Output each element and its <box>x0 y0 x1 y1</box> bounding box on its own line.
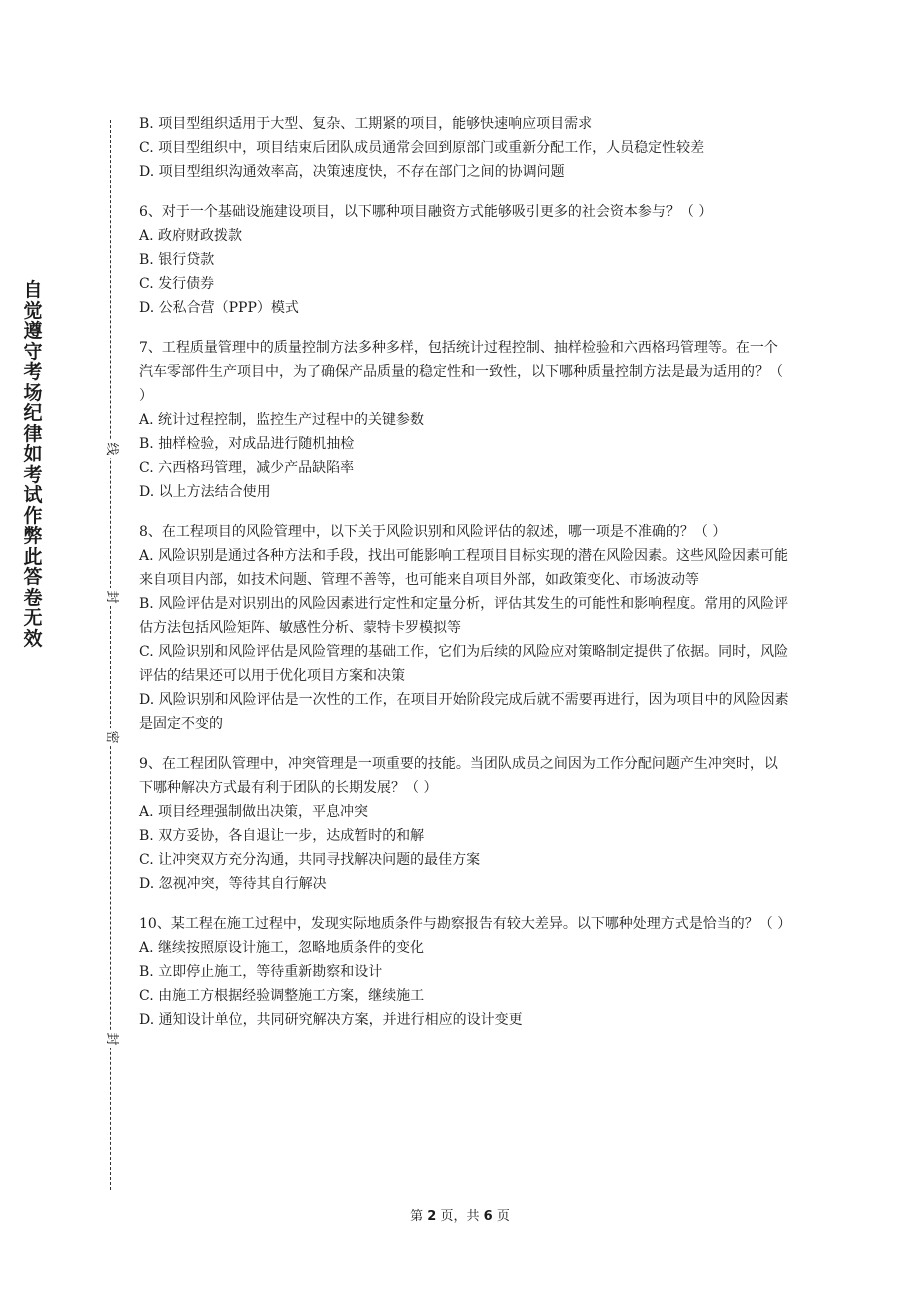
question-9 <box>139 752 789 896</box>
current-page-number: 2 <box>427 1209 437 1224</box>
option-a: A. 统计过程控制，监控生产过程中的关键参数 <box>139 412 425 428</box>
exam-discipline-warning: 自觉遵守考场纪律如考试作弊此答卷无效 <box>23 279 43 650</box>
continued-options <box>139 112 789 184</box>
binding-mark-xian: 线 <box>102 440 120 458</box>
binding-mark-feng-lower: 封 <box>102 1030 120 1048</box>
option-b: B. 抽样检验，对成品进行随机抽检 <box>139 436 355 452</box>
option-b: B. 项目型组织适用于大型、复杂、工期紧的项目，能够快速响应项目需求 <box>139 116 593 132</box>
option-b: B. 风险评估是对识别出的风险因素进行定性和定量分析，评估其发生的可能性和影响程度。常用的风险评估方法包括风险矩阵、敏感性分析、蒙特卡罗模拟等 <box>139 596 789 636</box>
question-6 <box>139 200 789 320</box>
option-d: D. 以上方法结合使用 <box>139 484 271 500</box>
question-stem: 10、某工程在施工过程中，发现实际地质条件与勘察报告有较大差异。以下哪种处理方式是恰当的？（ ） <box>139 916 792 932</box>
option-c: C. 让冲突双方充分沟通，共同寻找解决问题的最佳方案 <box>139 852 481 868</box>
option-c: C. 六西格玛管理，减少产品缺陷率 <box>139 460 355 476</box>
option-b: B. 双方妥协，各自退让一步，达成暂时的和解 <box>139 828 425 844</box>
question-stem: 6、对于一个基础设施建设项目，以下哪种项目融资方式能够吸引更多的社会资本参与？（ ） <box>139 204 713 220</box>
option-a: A. 政府财政拨款 <box>139 228 243 244</box>
page-footer <box>0 1205 920 1224</box>
footer-suffix: 页 <box>496 1209 510 1224</box>
option-c: C. 风险识别和风险评估是风险管理的基础工作，它们为后续的风险应对策略制定提供了依据。同时，风险评估的结果还可以用于优化项目方案和决策 <box>139 644 789 684</box>
option-d: D. 公私合营（PPP）模式 <box>139 300 299 316</box>
option-d: D. 项目型组织沟通效率高，决策速度快，不存在部门之间的协调问题 <box>139 164 565 180</box>
footer-prefix: 第 <box>410 1209 424 1224</box>
question-stem: 9、在工程团队管理中，冲突管理是一项重要的技能。当团队成员之间因为工作分配问题产生冲突时，以下哪种解决方式最有利于团队的长期发展？（ ） <box>139 756 778 796</box>
question-stem: 7、工程质量管理中的质量控制方法多种多样，包括统计过程控制、抽样检验和六西格玛管理等。在一个汽车零部件生产项目中，为了确保产品质量的稳定性和一致性，以下哪种质量控制方法是最为适用的？（ ） <box>139 340 783 404</box>
option-c: C. 项目型组织中，项目结束后团队成员通常会回到原部门或重新分配工作，人员稳定性较差 <box>139 140 705 156</box>
option-d: D. 风险识别和风险评估是一次性的工作，在项目开始阶段完成后就不需要再进行，因为项目中的风险因素是固定不变的 <box>139 692 789 732</box>
option-b: B. 立即停止施工，等待重新勘察和设计 <box>139 964 383 980</box>
binding-mark-mi: 密 <box>102 728 120 746</box>
option-a: A. 项目经理强制做出决策，平息冲突 <box>139 804 369 820</box>
option-b: B. 银行贷款 <box>139 252 215 268</box>
total-page-number: 6 <box>483 1209 493 1224</box>
option-a: A. 继续按照原设计施工，忽略地质条件的变化 <box>139 940 425 956</box>
option-a: A. 风险识别是通过各种方法和手段，找出可能影响工程项目目标实现的潜在风险因素。这些风险因素可能来自项目内部，如技术问题、管理不善等，也可能来自项目外部，如政策变化、市场波动等 <box>139 548 789 588</box>
option-c: C. 由施工方根据经验调整施工方案，继续施工 <box>139 988 425 1004</box>
option-d: D. 忽视冲突，等待其自行解决 <box>139 876 327 892</box>
option-c: C. 发行债券 <box>139 276 215 292</box>
question-10 <box>139 912 792 1032</box>
option-d: D. 通知设计单位，共同研究解决方案，并进行相应的设计变更 <box>139 1012 523 1028</box>
question-7 <box>139 336 789 504</box>
question-8 <box>139 520 789 736</box>
question-stem: 8、在工程项目的风险管理中，以下关于风险识别和风险评估的叙述，哪一项是不准确的？（ ） <box>139 524 727 540</box>
footer-middle: 页，共 <box>440 1209 480 1224</box>
binding-mark-feng: 封 <box>102 588 120 606</box>
question-content <box>139 112 792 1032</box>
